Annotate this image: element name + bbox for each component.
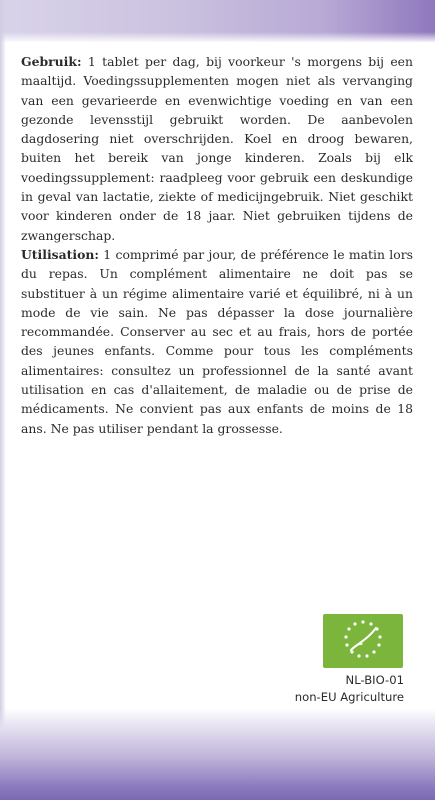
top-purple-band — [0, 0, 435, 42]
french-usage-paragraph — [21, 245, 413, 438]
dutch-usage-heading: Gebruik: — [21, 54, 82, 69]
certification-text — [280, 672, 404, 705]
french-usage-text: 1 comprimé par jour, de préférence le matin lors du repas. Un complément alimentaire ne doit pas se substituer à un régime alimentaire varié et équilibré, ni à un mode de vie sain. Ne pas dépasser la dose journalière recommandée. Conserver au sec et au frais, hors de portée des jeunes enfants. Comme pour tous les compléments alimentaires: consultez un professionnel de la santé avant utilisation en cas d'allaitement, de maladie ou de prise de médicaments. Ne convient pas aux enfants de moins de 18 ans. Ne pas utiliser pendant la grossesse. — [21, 246, 413, 436]
eu-organic-leaf-icon — [323, 614, 403, 668]
bottom-purple-band — [0, 708, 435, 800]
dutch-usage-text: 1 tablet per dag, bij voorkeur 's morgens bij een maaltijd. Voedingssupplementen mogen niet als vervanging van een gevarieerde en evenwichtige voeding en van een gezonde levensstijl gebruikt worden. De aanbevolen dagdosering niet overschrijden. Koel en droog bewaren, buiten het bereik van jonge kinderen. Zoals bij elk voedingssupplement: raadpleeg voor gebruik een deskundige in geval van lactatie, ziekte of medicijngebruik. Niet geschikt voor kinderen onder de 18 jaar. Niet gebruiken tijdens de zwangerschap. — [21, 54, 413, 243]
left-edge-shadow — [0, 0, 6, 800]
french-usage-heading: Utilisation: — [21, 246, 99, 262]
eu-organic-logo-graphic — [323, 614, 403, 668]
agriculture-origin: non-EU Agriculture — [294, 689, 404, 704]
dutch-usage-paragraph — [21, 52, 413, 245]
usage-instructions — [21, 52, 413, 438]
certification-code: NL-BIO-01 — [345, 673, 404, 687]
